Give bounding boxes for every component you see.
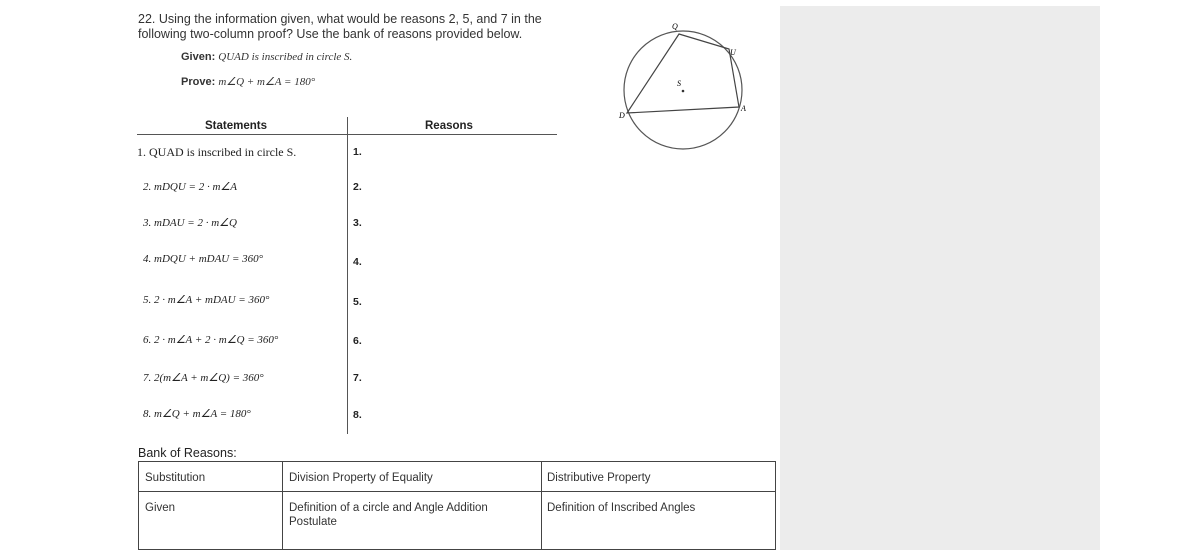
bank-item-circle-angle-addition: Definition of a circle and Angle Addition Postulate [289, 502, 488, 528]
statement-row-6: 6. 2 · m∠A + 2 · m∠Q = 360° [143, 334, 279, 346]
bank-item-division-property: Division Property of Equality [289, 472, 433, 484]
statement-row-3: 3. mDAU = 2 · m∠Q [143, 217, 237, 229]
bank-of-reasons-table [138, 461, 776, 550]
bank-item-substitution: Substitution [145, 472, 206, 484]
reason-num-1: 1. [353, 146, 362, 158]
bank-row-divider [139, 491, 775, 492]
bank-col-divider-2 [541, 462, 542, 549]
given-label: Given: [181, 51, 216, 63]
question-line-2: following two-column proof? Use the bank of reasons provided below. [138, 27, 523, 41]
bank-col-divider-1 [282, 462, 283, 549]
reasons-header: Reasons [425, 120, 473, 132]
reason-num-4: 4. [353, 256, 362, 268]
reason-num-7: 7. [353, 372, 362, 384]
center-point [682, 90, 685, 93]
statement-row-2: 2. mDQU = 2 · m∠A [143, 181, 237, 193]
vertex-label-a: A [741, 104, 746, 113]
given-statement [181, 51, 352, 63]
statement-row-1: 1. QUAD is inscribed in circle S. [137, 145, 297, 159]
reason-num-6: 6. [353, 335, 362, 347]
bank-item-inscribed-angles: Definition of Inscribed Angles [547, 502, 696, 514]
vertex-label-q: Q [672, 22, 678, 31]
bank-item-given: Given [145, 502, 176, 514]
prove-statement [181, 75, 315, 88]
vertex-label-u: U [730, 48, 736, 57]
reason-num-8: 8. [353, 409, 362, 421]
table-column-divider [347, 117, 348, 434]
bank-title: Bank of Reasons: [138, 446, 237, 460]
reason-num-3: 3. [353, 217, 362, 229]
right-blank-panel [780, 6, 1100, 550]
reason-num-2: 2. [353, 181, 362, 193]
given-text: QUAD is inscribed in circle S. [218, 51, 353, 63]
center-label-s: S [677, 79, 681, 88]
prove-label: Prove: [181, 76, 216, 88]
bank-item-distributive-property: Distributive Property [547, 472, 651, 484]
statement-row-7: 7. 2(m∠A + m∠Q) = 360° [143, 372, 264, 384]
statement-row-4: 4. mDQU + mDAU = 360° [143, 253, 264, 265]
inscribed-quadrilateral-diagram [610, 14, 760, 154]
question-line-1: 22. Using the information given, what would be reasons 2, 5, and 7 in the [138, 12, 542, 26]
reason-num-5: 5. [353, 296, 362, 308]
statement-row-5: 5. 2 · m∠A + mDAU = 360° [143, 294, 270, 306]
statement-row-8: 8. m∠Q + m∠A = 180° [143, 408, 251, 420]
prove-text: m∠Q + m∠A = 180° [218, 76, 316, 88]
vertex-label-d: D [619, 111, 625, 120]
statements-header: Statements [205, 120, 267, 132]
